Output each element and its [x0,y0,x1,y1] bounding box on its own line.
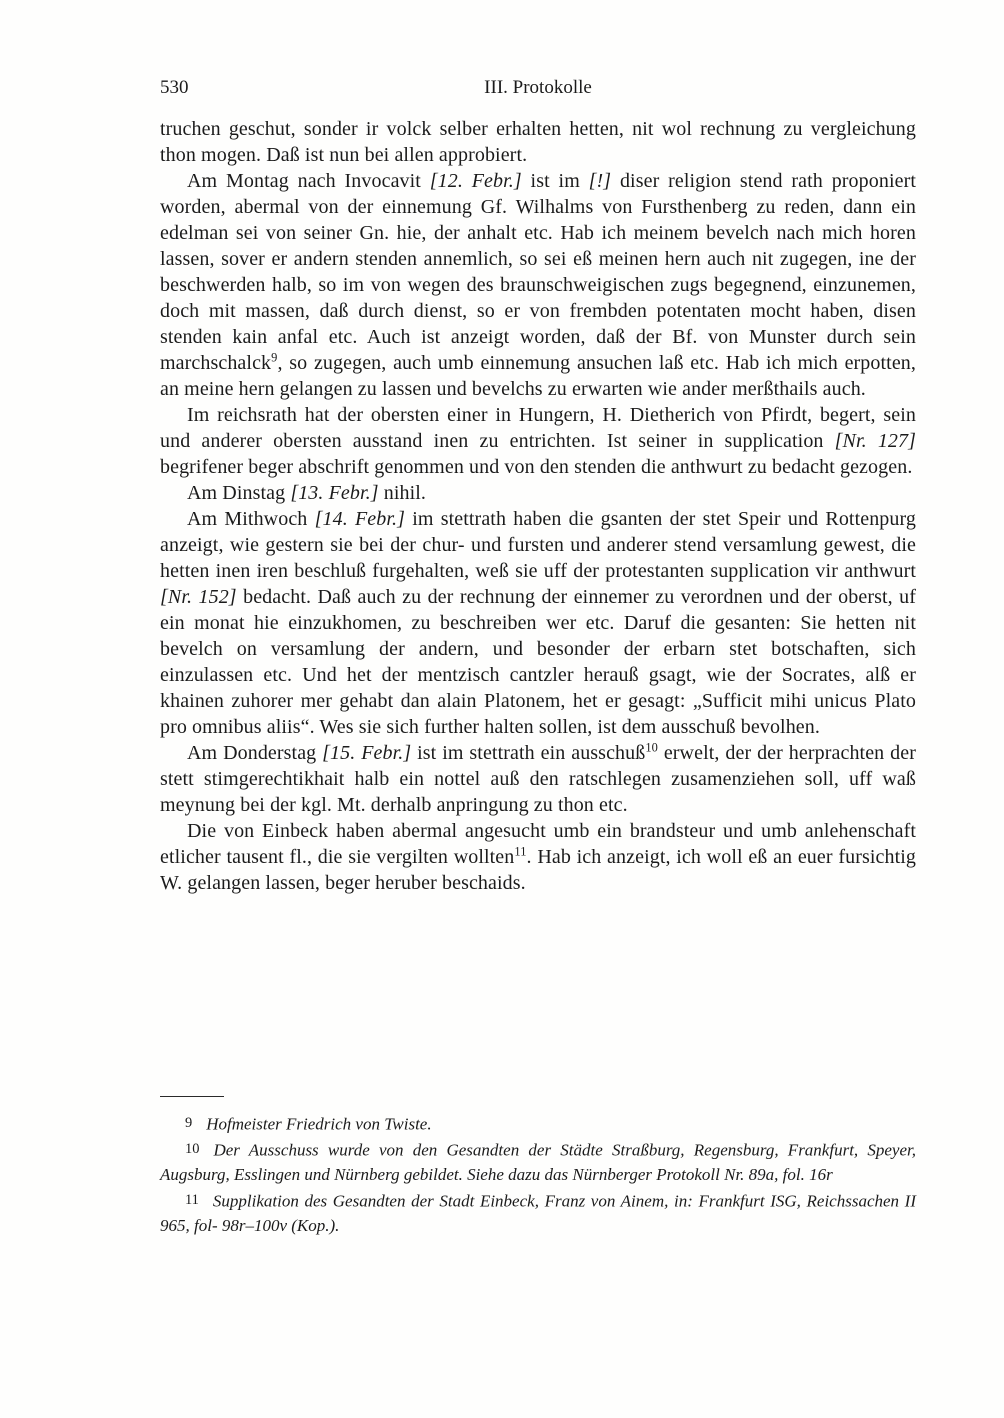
footnote-separator-rule [160,1096,224,1097]
text-run: ist im [521,170,589,192]
footnote-number: 9 [185,1115,193,1131]
footnote-reference: 11 [514,844,527,859]
paragraph [160,740,916,818]
italic-text-run: [Nr. 127] [834,430,916,452]
running-header [160,76,916,100]
text-run: truchen geschut, sonder ir volck selber erhalten hetten, nit wol rechnung zu vergleichung thon mogen. Daß ist nun bei allen approbiert. [160,118,916,166]
italic-text-run: [14. Febr.] [314,508,406,530]
text-run: . Hab ich anzeigt, ich woll eß an euer fursichtig W. gelangen lassen, beger heruber beschaids. [160,846,916,894]
text-run: ist im stettrath ein ausschuß [411,742,646,764]
italic-text-run: [15. Febr.] [322,742,412,764]
paragraph [160,116,916,168]
body-text [160,116,916,896]
footnote [160,1188,916,1239]
paragraph [160,480,916,506]
text-run: , so zugegen, auch umb einnemung ansuchen laß etc. Hab ich mich erpotten, an meine hern gelangen zu lassen und bevelchs zu erwarten wie ander merßthails auch. [160,352,916,400]
page-number: 530 [160,77,189,98]
footnote [160,1111,916,1137]
text-column [160,76,916,896]
text-run: Am Mithwoch [187,508,315,530]
text-run: Am Dinstag [187,482,291,504]
text-run: erwelt, der der herprachten der stett stimgerechtikhait halb ein nottel auß den ratschlegen zusamenziehen soll, uff waß meynung bei der kgl. Mt. derhalb anpringung zu thon etc. [160,742,916,816]
footnote-number: 11 [185,1191,199,1208]
footnote [160,1137,916,1188]
footnote-number: 10 [185,1141,200,1158]
text-run: nihil. [378,482,427,504]
italic-text-run: [12. Febr.] [429,170,522,192]
footnote-list [160,1111,916,1238]
italic-text-run: [Nr. 152] [160,586,237,608]
italic-text-run: [!] [588,170,612,192]
footnote-reference: 9 [271,350,278,365]
paragraph [160,168,916,402]
italic-text-run: Der Ausschuss wurde von den Gesandten der Städte Straßburg, Regensburg, Frankfurt, Speyer, Augsburg, Esslingen und Nürnberg gebildet. Siehe dazu das Nürnberger Protokoll Nr. 89a, fol. 16r [160,1140,916,1185]
italic-text-run: Supplikation des Gesandten der Stadt Einbeck, Franz von Ainem, in: Frankfurt ISG, Reichssachen II 965, fol- 98r–100v (Kop.). [160,1191,916,1235]
paragraph [160,402,916,480]
footnotes-section [160,1096,916,1238]
header-title: III. Protokolle [484,77,592,98]
text-run: begrifener beger abschrift genommen und von den stenden die anthwurt zu bedacht gezogen. [160,456,913,478]
footnote-reference: 10 [645,740,658,755]
italic-text-run: Hofmeister Friedrich von Twiste. [206,1114,432,1134]
text-run: diser religion stend rath proponiert worden, abermal von der einnemung Gf. Wilhalms von Fursthenberg zu reden, dann ein edelman sei von seiner Gn. hie, der anhalt etc. Hab ich meinem bevelch nach mich horen lassen, sover er andern stenden annemlich, so sei eß meinen hern auch nit zugegen, ine der beschwerden halb, so im von wegen des braunschweigischen zugs begegnend, einzunemen, doch mit massen, daß durch dienst, so er von frembden potentaten mocht haben, disen stenden kain anfal etc. Auch ist anzeigt worden, daß der Bf. von Munster durch sein marchschalck [160,170,917,374]
paragraph [160,506,916,740]
text-run: im stettrath haben die gsanten der stet Speir und Rottenpurg anzeigt, wie gestern sie bei der chur- und fursten und anderer stend versamlung gewest, die hetten inen iren beschluß furgehalten, weß sie uff der protestanten supplication vir anthwurt [160,508,917,582]
text-run: Im reichsrath hat der obersten einer in Hungern, H. Dietherich von Pfirdt, begert, sein und anderer obersten ausstand inen zu entrichten. Ist seiner in supplication [160,404,916,452]
text-run: Am Montag nach Invocavit [187,170,430,192]
text-run: Am Donderstag [187,742,323,764]
paragraph [160,818,916,896]
text-run: bedacht. Daß auch zu der rechnung der einnemer zu verordnen und der oberst, uf ein monat hie einzukhomen, zu beschreiben wer etc. Daruf die gesanten: Sie hetten nit bevelch on versamlung der andern, und besonder der erbarn stet botschaften, sich einzulassen etc. Und het der mentzisch cantzler herauß gsagt, wie der Socrates, alß er khainen zuhorer mer gehabt dan alain Platonem, het er gesagt: „Sufficit mihi unicus Plato pro omnibus aliis“. Wes sie sich further halten sollen, ist dem ausschuß bevolhen. [160,586,916,738]
text-run: Die von Einbeck haben abermal angesucht umb ein brandsteur und umb anlehenschaft etlicher tausent fl., die sie vergilten wollten [160,820,916,868]
italic-text-run: [13. Febr.] [290,482,379,504]
